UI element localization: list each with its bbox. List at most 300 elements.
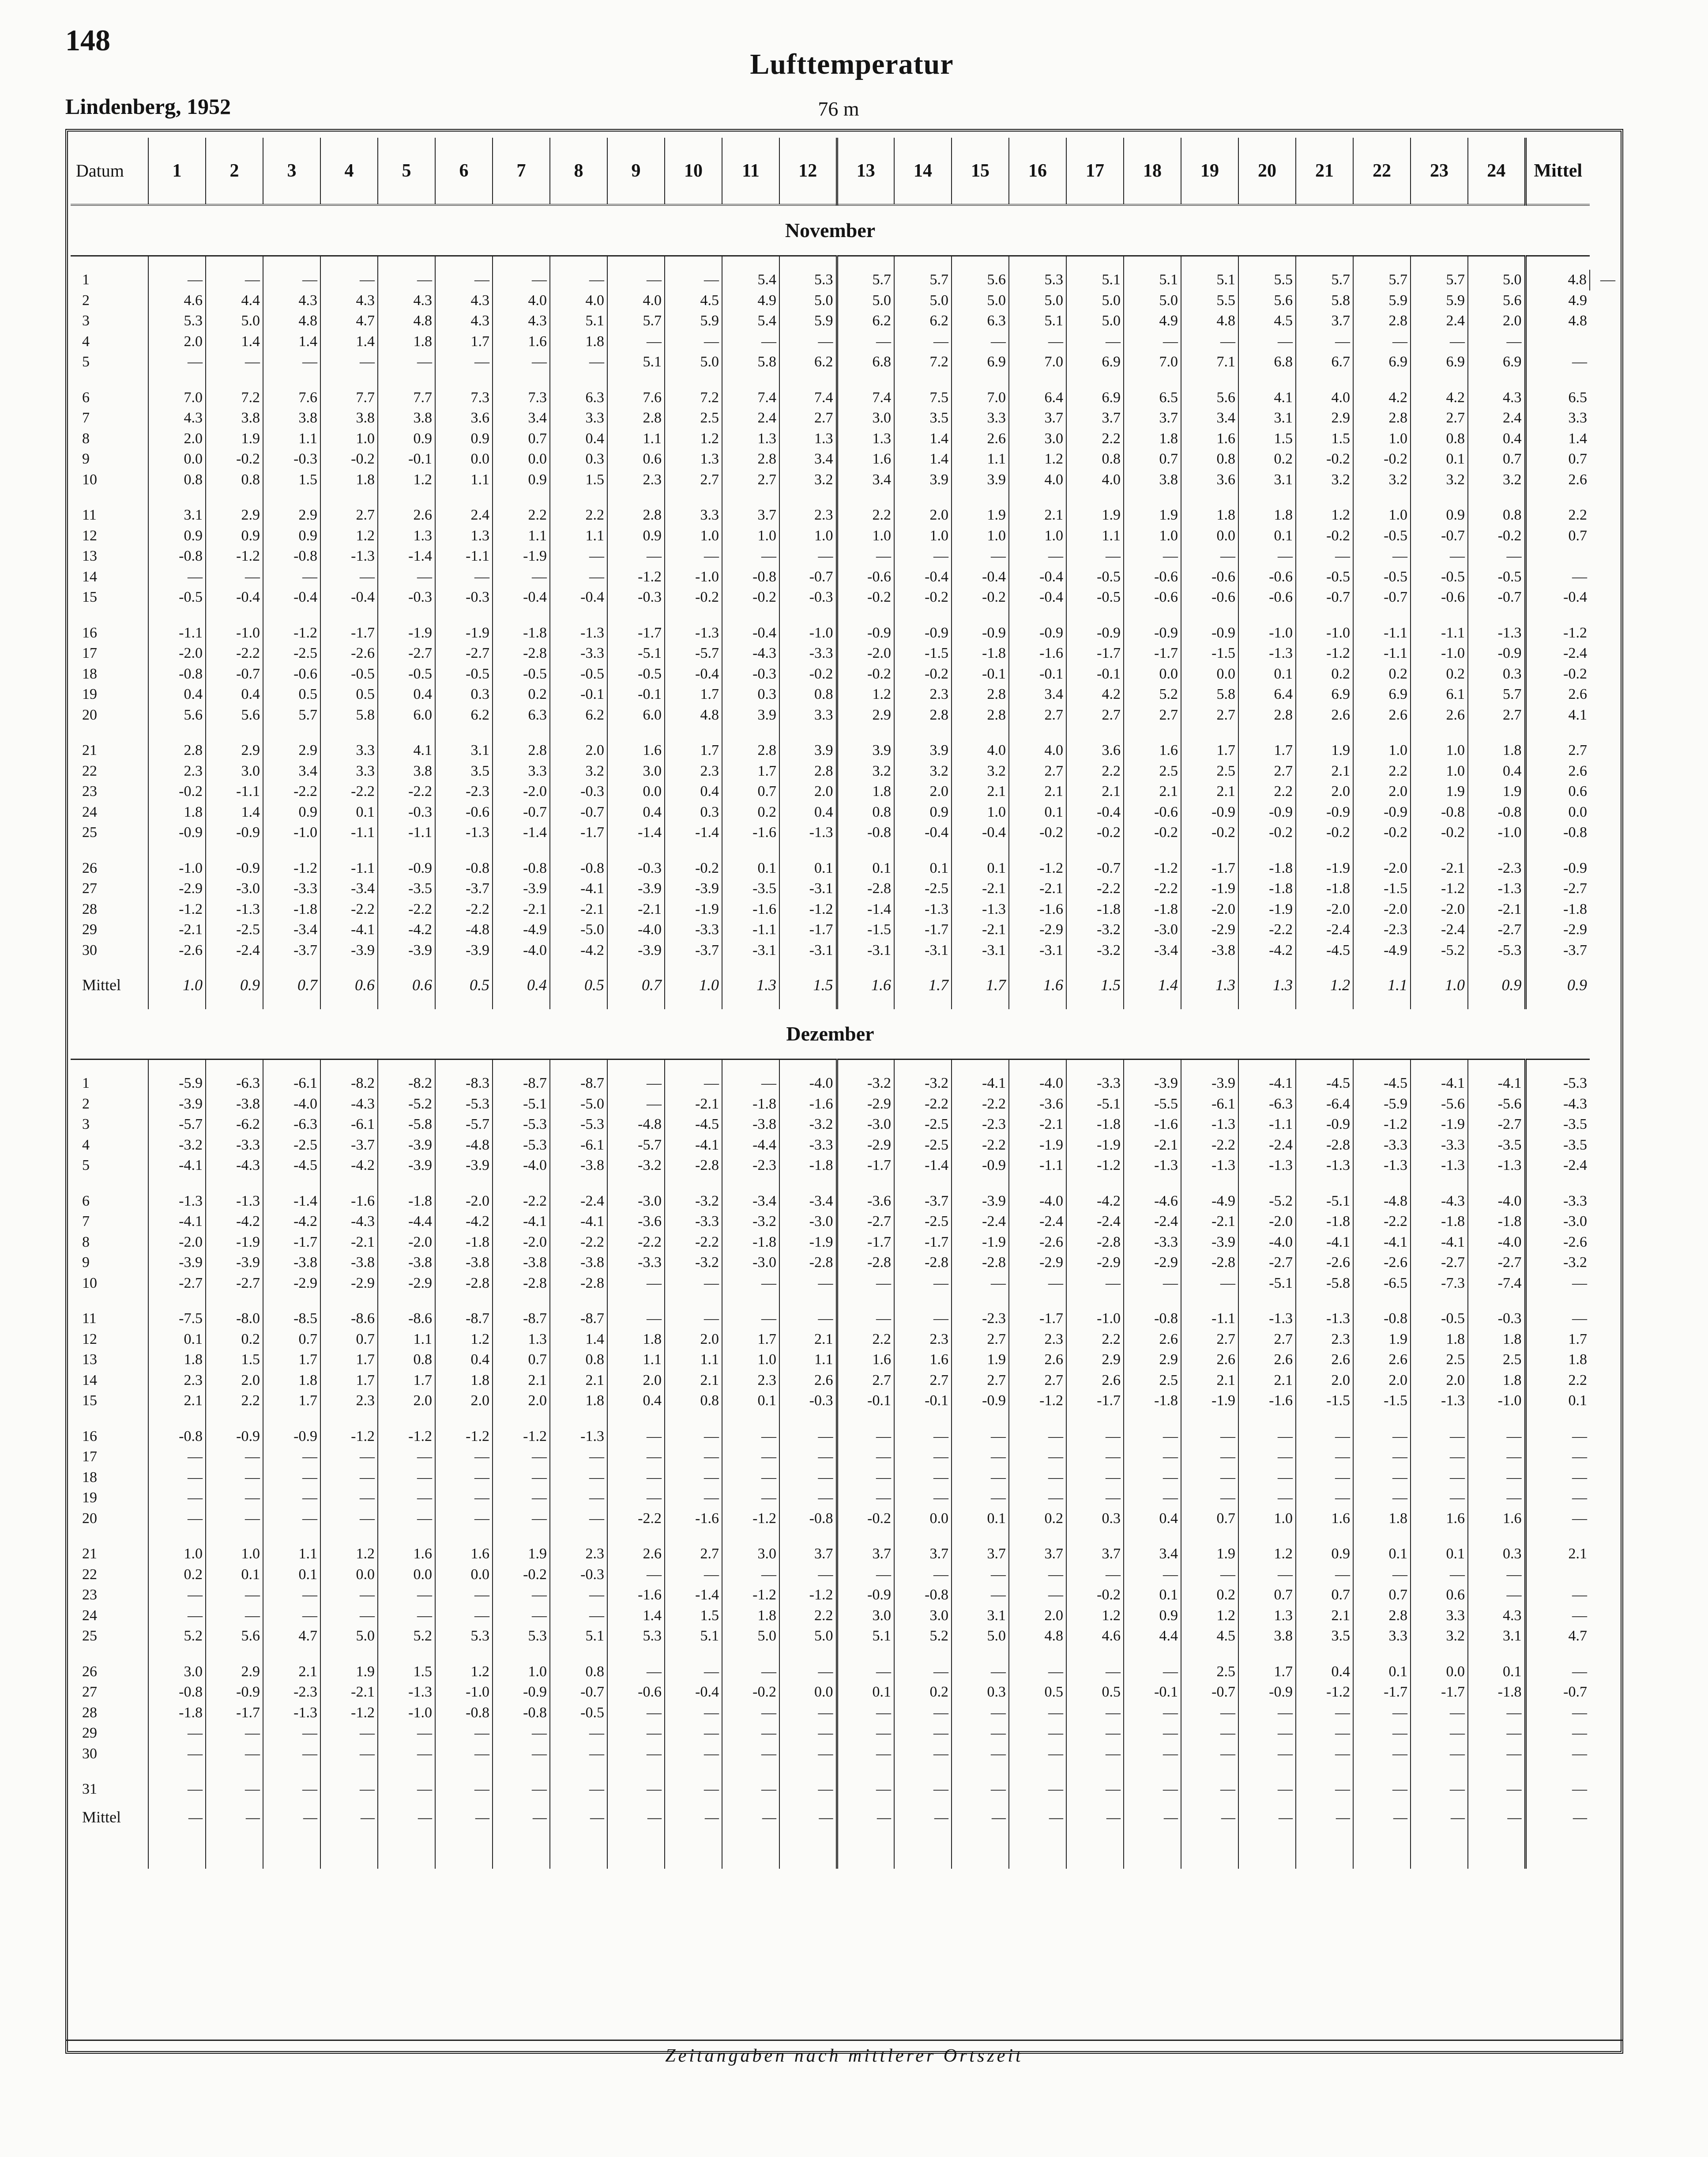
spacer-cell [493, 373, 550, 388]
day-row [71, 1350, 1618, 1370]
temperature-cell: 0.1 [263, 1565, 320, 1585]
temperature-cell: 5.0 [1009, 290, 1066, 311]
day-row [71, 781, 1618, 802]
temperature-cell: — [263, 270, 320, 290]
temperature-cell: — [1009, 1488, 1066, 1508]
temperature-cell: -0.7 [493, 802, 550, 823]
spacer-cell [1468, 490, 1525, 505]
temperature-cell: -1.9 [1181, 879, 1238, 899]
spacer-cell [71, 725, 148, 740]
temperature-cell: -1.2 [263, 858, 320, 879]
temperature-cell: 5.9 [1353, 290, 1411, 311]
temperature-cell: — [493, 1606, 550, 1626]
temperature-cell: — [1525, 1723, 1590, 1744]
spacer-cell [71, 256, 148, 270]
temperature-cell: 2.5 [1124, 1370, 1181, 1391]
temperature-cell: 2.7 [779, 408, 837, 429]
temperature-cell: 2.5 [665, 408, 722, 429]
temperature-cell: 1.6 [607, 740, 665, 761]
temperature-cell: 2.1 [1009, 505, 1066, 526]
temperature-cell: — [148, 1800, 206, 1835]
temperature-cell: — [607, 1309, 665, 1329]
temperature-cell [1525, 1565, 1590, 1585]
temperature-cell: -3.2 [1066, 940, 1124, 961]
temperature-cell: — [1181, 1488, 1238, 1508]
temperature-cell: -0.8 [1353, 1309, 1411, 1329]
temperature-cell: -2.1 [952, 920, 1009, 940]
temperature-cell: — [1066, 1723, 1124, 1744]
temperature-cell: -3.7 [665, 940, 722, 961]
temperature-cell: -0.8 [779, 1508, 837, 1529]
temperature-cell: 1.8 [1468, 1329, 1525, 1350]
spacer-cell [952, 1176, 1009, 1191]
temperature-cell: -1.2 [320, 1703, 378, 1723]
temperature-cell: -1.9 [1009, 1135, 1066, 1156]
temperature-cell: 1.6 [378, 1544, 435, 1565]
spacer-cell [71, 1176, 148, 1191]
temperature-cell: 4.3 [435, 290, 493, 311]
spacer-cell [1468, 608, 1525, 623]
row-label: 9 [82, 451, 90, 467]
temperature-cell: 4.8 [1181, 311, 1238, 332]
temperature-cell: 2.2 [493, 505, 550, 526]
spacer-cell [148, 373, 206, 388]
temperature-cell: -2.1 [320, 1682, 378, 1703]
temperature-cell: -1.1 [206, 781, 263, 802]
temperature-cell: — [952, 1565, 1009, 1585]
temperature-cell: — [665, 1488, 722, 1508]
temperature-cell: -3.1 [779, 940, 837, 961]
temperature-cell: 2.2 [1066, 1329, 1124, 1350]
temperature-cell: 0.0 [779, 1682, 837, 1703]
spacer-cell [493, 1411, 550, 1426]
temperature-cell: 0.1 [1411, 449, 1468, 470]
spacer-cell [894, 1411, 952, 1426]
temperature-cell: -2.0 [837, 643, 894, 664]
temperature-cell: — [1468, 546, 1525, 567]
temperature-cell: -0.2 [1296, 822, 1353, 843]
temperature-cell: 0.4 [1468, 761, 1525, 782]
temperature-cell: -4.1 [493, 1211, 550, 1232]
temperature-cell: -2.9 [320, 1273, 378, 1294]
temperature-cell: 5.9 [779, 311, 837, 332]
temperature-cell: — [952, 1273, 1009, 1294]
temperature-cell: 2.9 [206, 1662, 263, 1682]
spacer-cell [1468, 725, 1525, 740]
temperature-cell: — [1468, 1488, 1525, 1508]
temperature-cell: 0.5 [1009, 1682, 1066, 1703]
temperature-cell: — [1525, 1703, 1590, 1723]
spacer-cell [1525, 1176, 1590, 1191]
temperature-cell: -2.7 [1468, 1252, 1525, 1273]
spacer-cell [493, 843, 550, 858]
temperature-cell: 5.0 [320, 1626, 378, 1647]
temperature-cell: -1.2 [493, 1426, 550, 1447]
temperature-cell: -1.3 [435, 822, 493, 843]
temperature-cell: -1.6 [1009, 899, 1066, 920]
temperature-cell: -2.3 [722, 1155, 779, 1176]
temperature-cell: -1.2 [1124, 858, 1181, 879]
temperature-cell: 2.7 [1181, 705, 1238, 726]
temperature-cell: 2.8 [952, 705, 1009, 726]
temperature-cell: — [1238, 1779, 1296, 1800]
temperature-cell: -0.9 [1124, 623, 1181, 644]
temperature-cell: 3.7 [894, 1544, 952, 1565]
temperature-cell: -3.3 [1525, 1191, 1590, 1212]
temperature-cell: — [837, 1703, 894, 1723]
temperature-cell: 1.1 [493, 526, 550, 547]
temperature-cell: 5.8 [722, 352, 779, 373]
temperature-cell: 5.0 [779, 290, 837, 311]
temperature-cell: -0.2 [1468, 526, 1525, 547]
spacer-cell [837, 1176, 894, 1191]
temperature-cell: 2.0 [1353, 1370, 1411, 1391]
temperature-cell: 0.7 [1468, 449, 1525, 470]
temperature-cell: -1.8 [722, 1232, 779, 1253]
temperature-cell: — [1009, 1779, 1066, 1800]
temperature-cell: 5.6 [148, 705, 206, 726]
temperature-cell: — [263, 1723, 320, 1744]
temperature-cell: -5.1 [493, 1094, 550, 1115]
spacer-cell [1468, 1293, 1525, 1309]
spacer-cell [1468, 1411, 1525, 1426]
temperature-cell: -1.3 [1468, 879, 1525, 899]
temperature-cell: — [1353, 1779, 1411, 1800]
temperature-cell: -2.3 [952, 1114, 1009, 1135]
temperature-cell: 2.2 [1525, 1370, 1590, 1391]
row-label: 16 [82, 1428, 97, 1444]
temperature-cell: 2.8 [148, 740, 206, 761]
temperature-cell: -4.0 [493, 1155, 550, 1176]
spacer-cell [263, 608, 320, 623]
temperature-cell: -1.9 [1411, 1114, 1468, 1135]
temperature-cell: 1.2 [435, 1329, 493, 1350]
temperature-cell: — [894, 546, 952, 567]
temperature-cell: 2.6 [1181, 1350, 1238, 1370]
temperature-cell: 5.7 [1411, 270, 1468, 290]
temperature-cell: 6.0 [607, 705, 665, 726]
spacer-cell [1124, 1835, 1181, 1869]
temperature-cell: -1.2 [206, 546, 263, 567]
temperature-cell: — [320, 1723, 378, 1744]
temperature-cell: 3.2 [1411, 470, 1468, 490]
temperature-cell: -0.9 [1009, 623, 1066, 644]
temperature-cell: -2.9 [263, 1273, 320, 1294]
temperature-cell: -0.2 [1296, 526, 1353, 547]
spacer-cell [952, 1764, 1009, 1779]
temperature-cell: 1.5 [1066, 961, 1124, 1009]
temperature-cell: 2.8 [722, 740, 779, 761]
temperature-cell: 6.9 [1066, 352, 1124, 373]
temperature-cell: — [320, 1508, 378, 1529]
day-row [71, 1232, 1618, 1253]
temperature-cell: 0.1 [148, 1329, 206, 1350]
temperature-cell: -2.0 [1181, 899, 1238, 920]
temperature-cell: — [550, 1779, 607, 1800]
temperature-cell: — [1181, 1703, 1238, 1723]
temperature-cell: — [607, 1273, 665, 1294]
temperature-cell: 0.2 [206, 1329, 263, 1350]
temperature-cell: — [320, 1585, 378, 1606]
temperature-cell: -2.5 [894, 1114, 952, 1135]
temperature-cell: 0.0 [148, 449, 206, 470]
temperature-cell: — [550, 1744, 607, 1765]
temperature-cell: -4.1 [952, 1073, 1009, 1094]
temperature-cell: -1.9 [206, 1232, 263, 1253]
temperature-cell: 4.6 [1066, 1626, 1124, 1647]
temperature-cell: -0.4 [493, 587, 550, 608]
temperature-cell: -1.1 [1181, 1309, 1238, 1329]
temperature-cell: — [435, 270, 493, 290]
temperature-cell: -0.8 [493, 858, 550, 879]
temperature-cell: -1.8 [1411, 1211, 1468, 1232]
temperature-cell: -3.8 [263, 1252, 320, 1273]
temperature-cell: 4.3 [1468, 1606, 1525, 1626]
temperature-cell: — [779, 1467, 837, 1488]
temperature-cell: — [148, 1744, 206, 1765]
spacer-cell [1238, 1529, 1296, 1544]
spacer-cell [722, 1835, 779, 1869]
temperature-cell: 0.9 [263, 802, 320, 823]
temperature-cell: -0.2 [1525, 664, 1590, 685]
spacer-cell [1411, 1293, 1468, 1309]
temperature-cell: -1.5 [1296, 1391, 1353, 1411]
spacer-cell [206, 256, 263, 270]
temperature-cell: -0.4 [665, 664, 722, 685]
temperature-cell: — [435, 1606, 493, 1626]
temperature-cell: 4.1 [1238, 388, 1296, 408]
temperature-cell: — [1468, 1585, 1525, 1606]
spacer-cell [779, 1835, 837, 1869]
row-label: 20 [82, 1510, 97, 1527]
spacer-cell [722, 373, 779, 388]
spacer-cell [1525, 608, 1590, 623]
temperature-cell: -1.0 [1066, 1309, 1124, 1329]
temperature-cell: — [320, 1744, 378, 1765]
temperature-cell: -2.2 [1124, 879, 1181, 899]
spacer-cell [779, 725, 837, 740]
temperature-cell: 2.8 [1353, 408, 1411, 429]
temperature-cell: -1.9 [665, 899, 722, 920]
temperature-cell: -0.3 [1468, 1309, 1525, 1329]
spacer-cell [1238, 1764, 1296, 1779]
day-row [71, 270, 1618, 290]
spacer-cell [1181, 843, 1238, 858]
spacer-cell [1238, 1835, 1296, 1869]
temperature-cell: -1.5 [894, 643, 952, 664]
temperature-cell: 2.9 [1124, 1350, 1181, 1370]
temperature-cell: 0.7 [722, 781, 779, 802]
temperature-cell: — [607, 1565, 665, 1585]
spacer-cell [1009, 1411, 1066, 1426]
temperature-cell: 6.5 [1124, 388, 1181, 408]
temperature-cell: 1.9 [952, 505, 1009, 526]
spacer-cell [779, 373, 837, 388]
temperature-cell: -2.7 [1468, 1114, 1525, 1135]
temperature-cell: -3.9 [435, 1155, 493, 1176]
day-row [71, 1467, 1618, 1488]
temperature-cell: 2.6 [1009, 1350, 1066, 1370]
spacer-cell [550, 1529, 607, 1544]
temperature-cell: 3.0 [148, 1662, 206, 1682]
spacer-cell [1525, 725, 1590, 740]
temperature-cell: 2.7 [1468, 705, 1525, 726]
temperature-cell: 1.0 [148, 1544, 206, 1565]
temperature-cell: — [1009, 1800, 1066, 1835]
temperature-cell: 2.0 [1411, 1370, 1468, 1391]
temperature-cell: 2.7 [952, 1329, 1009, 1350]
temperature-cell: — [1296, 1723, 1353, 1744]
temperature-cell: -3.9 [493, 879, 550, 899]
temperature-cell: -2.1 [1411, 858, 1468, 879]
temperature-cell: 2.3 [550, 1544, 607, 1565]
spacer-cell [378, 608, 435, 623]
temperature-cell: — [148, 1779, 206, 1800]
temperature-cell: — [1525, 1800, 1590, 1835]
spacer-cell [71, 1060, 148, 1074]
temperature-cell: — [435, 1447, 493, 1467]
spacer-cell [607, 1647, 665, 1662]
temperature-cell: — [1238, 1800, 1296, 1835]
temperature-cell: 0.2 [1009, 1508, 1066, 1529]
temperature-cell: 1.0 [1411, 961, 1468, 1009]
temperature-cell: -0.2 [665, 587, 722, 608]
spacer-cell [320, 1411, 378, 1426]
temperature-cell: 1.0 [722, 1350, 779, 1370]
temperature-cell: 2.6 [607, 1544, 665, 1565]
temperature-cell: -4.8 [607, 1114, 665, 1135]
temperature-cell: -4.0 [1468, 1232, 1525, 1253]
temperature-cell: 7.2 [894, 352, 952, 373]
temperature-cell: 4.8 [1009, 1626, 1066, 1647]
spacer-cell [1066, 1060, 1124, 1074]
spacer-cell [779, 490, 837, 505]
temperature-cell: — [1066, 1800, 1124, 1835]
temperature-cell: 1.1 [435, 470, 493, 490]
spacer-cell [148, 1529, 206, 1544]
temperature-cell: -2.1 [607, 899, 665, 920]
spacer-cell [1066, 490, 1124, 505]
temperature-cell: -0.2 [148, 781, 206, 802]
temperature-cell: 0.1 [779, 858, 837, 879]
temperature-cell: -3.5 [1468, 1135, 1525, 1156]
temperature-cell: -0.2 [894, 664, 952, 685]
spacer-cell [148, 608, 206, 623]
temperature-cell: 0.8 [1181, 449, 1238, 470]
temperature-cell: -1.9 [435, 623, 493, 644]
temperature-cell: -3.1 [837, 940, 894, 961]
temperature-cell: — [148, 1447, 206, 1467]
temperature-cell: 2.7 [1066, 705, 1124, 726]
temperature-cell: 1.8 [435, 1370, 493, 1391]
spacer-cell [1066, 1411, 1124, 1426]
temperature-cell: 2.3 [894, 684, 952, 705]
temperature-cell: -1.0 [435, 1682, 493, 1703]
temperature-cell: — [665, 1447, 722, 1467]
temperature-cell: — [320, 270, 378, 290]
spacer-cell [1124, 1293, 1181, 1309]
temperature-cell: 2.1 [1525, 1544, 1590, 1565]
temperature-cell: — [550, 1488, 607, 1508]
spacer-cell [71, 1835, 148, 1869]
temperature-cell: -2.4 [1124, 1211, 1181, 1232]
temperature-cell: 1.5 [779, 961, 837, 1009]
row-label: 14 [82, 568, 97, 585]
temperature-cell: 6.9 [1353, 352, 1411, 373]
temperature-cell: -1.3 [550, 623, 607, 644]
temperature-cell: — [607, 1779, 665, 1800]
temperature-cell: — [1525, 1508, 1590, 1529]
spacer-cell [837, 1060, 894, 1074]
spacer-cell [1296, 256, 1353, 270]
temperature-cell: -1.4 [378, 546, 435, 567]
day-row [71, 1426, 1618, 1447]
row-label: 5 [82, 354, 90, 370]
temperature-cell: -0.5 [550, 1703, 607, 1723]
temperature-cell: -0.3 [607, 587, 665, 608]
temperature-cell: -4.1 [550, 879, 607, 899]
temperature-cell: -0.9 [952, 1155, 1009, 1176]
temperature-cell: 1.8 [320, 470, 378, 490]
day-row [71, 332, 1618, 352]
spacer-cell [435, 725, 493, 740]
spacer-cell [1468, 1060, 1525, 1074]
temperature-cell: -2.6 [1009, 1232, 1066, 1253]
spacer-cell [1238, 1647, 1296, 1662]
temperature-cell: 3.3 [1525, 408, 1590, 429]
spacer-cell [435, 1060, 493, 1074]
column-header: 11 [722, 138, 779, 205]
page-number: 148 [65, 23, 110, 57]
temperature-cell: 0.7 [263, 961, 320, 1009]
spacer-cell [1124, 1529, 1181, 1544]
column-header: 18 [1124, 138, 1181, 205]
temperature-cell: — [1066, 1662, 1124, 1682]
temperature-cell: 1.9 [493, 1544, 550, 1565]
temperature-cell: — [550, 1606, 607, 1626]
temperature-cell: -4.4 [378, 1211, 435, 1232]
temperature-cell: -3.0 [206, 879, 263, 899]
temperature-cell: 2.1 [1296, 761, 1353, 782]
spacer-cell [837, 1647, 894, 1662]
spacer-cell [1353, 1764, 1411, 1779]
temperature-cell: — [1238, 1426, 1296, 1447]
temperature-cell: 1.7 [435, 332, 493, 352]
row-label: 29 [82, 1725, 97, 1741]
spacer-cell [1525, 1764, 1590, 1779]
spacer-cell [1238, 608, 1296, 623]
column-header: 21 [1296, 138, 1353, 205]
temperature-cell: -2.2 [1353, 1211, 1411, 1232]
spacer-cell [1124, 725, 1181, 740]
temperature-cell: 5.1 [607, 352, 665, 373]
temperature-cell: -2.9 [1181, 920, 1238, 940]
temperature-cell: — [665, 1467, 722, 1488]
temperature-cell: — [1296, 1565, 1353, 1585]
spacer-cell [1066, 1647, 1124, 1662]
temperature-cell: -5.6 [1411, 1094, 1468, 1115]
temperature-cell: 0.7 [493, 1350, 550, 1370]
temperature-cell: -0.4 [1009, 567, 1066, 588]
spacer-cell [1181, 1411, 1238, 1426]
temperature-cell: -5.2 [1411, 940, 1468, 961]
temperature-cell: -1.2 [779, 899, 837, 920]
temperature-cell: -2.8 [952, 1252, 1009, 1273]
temperature-cell: 5.0 [1066, 290, 1124, 311]
temperature-cell: 1.8 [550, 332, 607, 352]
temperature-cell: — [837, 1426, 894, 1447]
temperature-cell: -1.4 [837, 899, 894, 920]
